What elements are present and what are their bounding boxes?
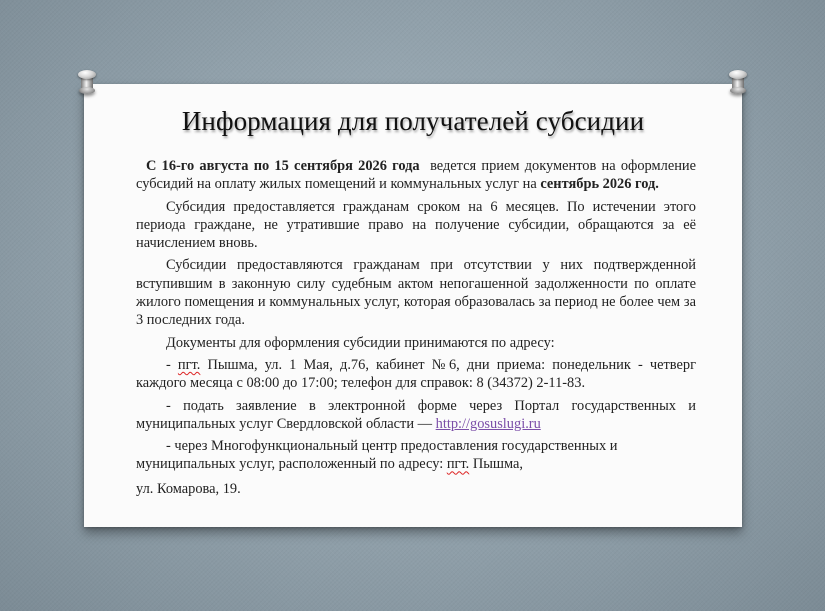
mfc-text: - через Многофункциональный центр предоставления государственных и муниципальных услуг, расположенный по адресу: xyxy=(136,438,618,473)
pushpin-left-icon xyxy=(77,70,97,94)
page-title: Информация для получателей субсидии xyxy=(181,106,645,136)
item-prefix: - xyxy=(166,356,178,373)
pushpin-right-icon xyxy=(728,70,748,94)
month-bold: сентябрь 2026 год. xyxy=(540,176,659,193)
dates-bold: С 16-го августа по 15 сентября 2026 года xyxy=(146,158,420,174)
gosuslugi-link[interactable]: http://gosuslugi.ru xyxy=(435,415,541,432)
list-item-portal xyxy=(136,397,696,434)
notice-body xyxy=(136,157,700,502)
pgt-abbrev: пгт. xyxy=(177,356,201,373)
office-text: Пышма, ул. 1 Мая, д.76, кабинет №6, дни приема: понедельник - четверг каждого месяца с 08:00 до 17:00; телефон для справок: 8 (34372) 2-11-83. xyxy=(136,356,697,392)
notice-card xyxy=(84,84,742,527)
mfc-city: Пышма, xyxy=(469,456,523,473)
paragraph-conditions: Субсидии предоставляются гражданам при отсутствии у них подтвержденной вступившим в законную силу судебным актом непогашенной задолженности по оплате жилого помещения и коммунальных услуг, которая образовалась за период не более чем за 3 последних года. xyxy=(136,257,696,329)
paragraph-duration: Субсидия предоставляется гражданам сроком на 6 месяцев. По истечении этого периода граждане, не утратившие право на получение субсидии, обращаются за её начислением вновь. xyxy=(136,198,696,252)
portal-text: - подать заявление в электронной форме через Портал государственных и муниципальных услуг Свердловской области — xyxy=(136,397,696,432)
dates-text: ведется прием документов на оформление субсидий на оплату жилых помещений и коммунальных услуг на xyxy=(136,158,700,193)
address-street: ул. Комарова, 19. xyxy=(136,480,241,497)
paragraph-address-intro: Документы для оформления субсидии принимаются по адресу: xyxy=(166,334,555,351)
paragraph-dates xyxy=(136,157,700,194)
pgt-abbrev-2: пгт. xyxy=(446,456,470,473)
list-item-mfc xyxy=(136,437,696,474)
list-item-office xyxy=(136,356,696,393)
